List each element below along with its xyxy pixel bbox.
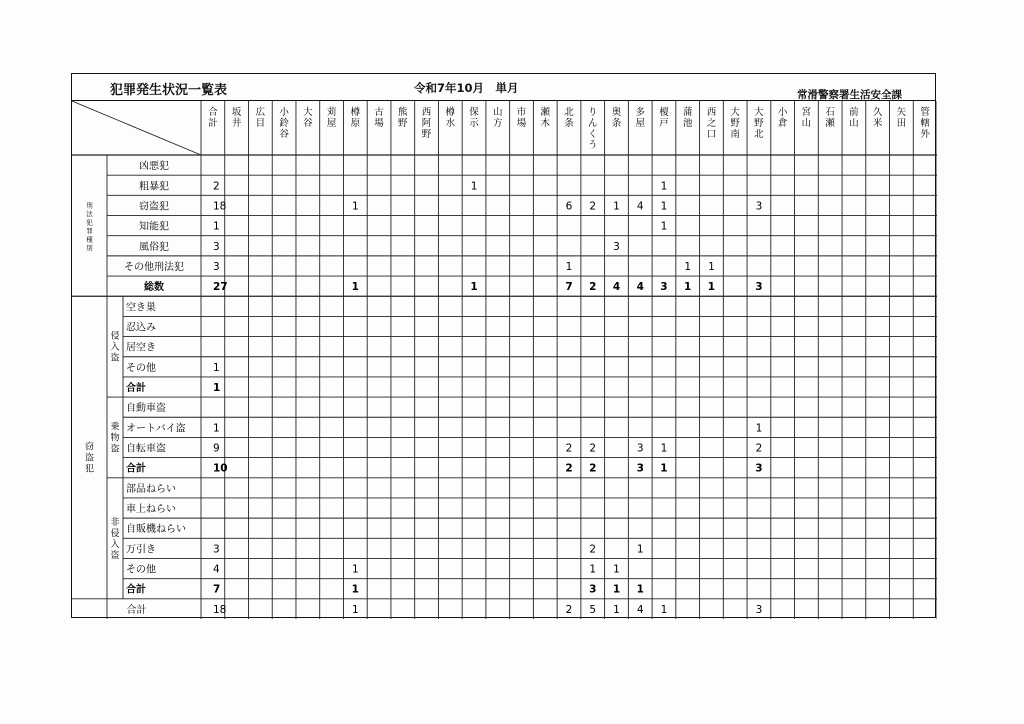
row-label-15: 自転車盗 [126, 443, 166, 455]
column-header-30: 矢田 [896, 107, 907, 129]
cell-r14-c24: 1 [755, 422, 763, 435]
cell-r15-c19: 3 [636, 442, 644, 455]
column-header-8: 古場 [374, 107, 384, 129]
cell-r15-c1: 9 [213, 442, 220, 455]
cell-r2-c12: 1 [470, 180, 478, 193]
cell-r22-c7: 1 [351, 583, 359, 596]
cell-r16-c24: 3 [755, 462, 763, 475]
cell-r7-c21: 1 [684, 281, 692, 294]
row-label-20: 万引き [126, 544, 156, 556]
row-label-12: 合計 [126, 383, 146, 394]
column-header-10: 西阿野 [421, 107, 432, 140]
cell-r23-c17: 5 [589, 603, 597, 616]
group-label-1: 刑法犯罪種別 [86, 201, 93, 252]
cell-r23-c18: 1 [613, 603, 620, 616]
column-header-25: 小倉 [777, 107, 788, 129]
cell-r6-c16: 1 [565, 260, 573, 273]
cell-r6-c22: 1 [708, 260, 715, 273]
cell-r3-c17: 2 [589, 200, 597, 213]
column-header-5: 大谷 [303, 107, 313, 129]
header-diagonal [72, 101, 201, 155]
cell-r22-c17: 3 [589, 583, 597, 596]
column-header-6: 苅屋 [326, 107, 337, 129]
cell-r23-c19: 4 [636, 603, 644, 616]
row-label-13: 自動車盗 [126, 403, 166, 415]
column-header-26: 宮山 [801, 107, 812, 129]
column-header-2: 坂井 [231, 107, 242, 129]
column-header-29: 久米 [872, 107, 883, 129]
cell-r7-c22: 1 [707, 281, 716, 294]
cell-r21-c17: 1 [589, 563, 597, 576]
column-header-20: 榎戸 [659, 107, 669, 129]
cell-r7-c7: 1 [351, 281, 359, 294]
column-header-28: 前山 [849, 107, 859, 129]
cell-r20-c17: 2 [589, 543, 597, 556]
cell-r3-c20: 1 [660, 200, 668, 213]
cell-r2-c20: 1 [660, 180, 668, 193]
row-label-1: 凶悪犯 [139, 161, 169, 173]
cell-r16-c17: 2 [589, 462, 597, 475]
subgroup-label-2: 乗物盗 [110, 422, 120, 455]
cell-r15-c17: 2 [589, 442, 597, 455]
column-header-27: 石瀬 [825, 107, 835, 129]
cell-r15-c24: 2 [755, 442, 763, 455]
column-header-11: 樽水 [445, 107, 456, 129]
column-header-23: 大野南 [730, 107, 740, 140]
column-header-3: 広目 [255, 107, 266, 129]
cell-r23-c16: 2 [565, 603, 573, 616]
cell-r16-c20: 1 [660, 462, 668, 475]
row-label-19: 自販機ねらい [126, 524, 186, 536]
cell-r6-c1: 3 [213, 260, 220, 273]
cell-r23-c1: 18 [213, 603, 227, 616]
cell-r7-c1: 27 [213, 281, 228, 294]
cell-r16-c16: 2 [565, 462, 573, 475]
cell-r15-c20: 1 [660, 442, 668, 455]
cell-r7-c16: 7 [565, 281, 573, 294]
cell-r22-c1: 7 [213, 583, 221, 596]
column-header-15: 瀬木 [540, 107, 551, 129]
subgroup-label-3: 非侵入盗 [110, 517, 120, 561]
column-header-17: りんくう [587, 107, 598, 151]
row-label-17: 部品ねらい [126, 483, 176, 495]
row-label-21: その他 [126, 564, 156, 576]
subgroup-label-1: 侵入盗 [110, 331, 120, 364]
column-header-14: 市場 [516, 107, 527, 129]
row-label-14: オートバイ盗 [126, 423, 186, 435]
cell-r22-c18: 1 [612, 583, 621, 596]
cell-r7-c18: 4 [612, 281, 621, 294]
column-header-18: 奥条 [611, 107, 622, 129]
column-header-21: 蒲池 [682, 107, 693, 129]
column-header-19: 多屋 [635, 107, 645, 129]
column-header-31: 管轄外 [920, 107, 930, 140]
cell-r23-c7: 1 [351, 603, 359, 616]
row-label-10: 居空き [126, 342, 156, 354]
row-label-23: 合計 [126, 604, 147, 616]
cell-r22-c19: 1 [636, 583, 644, 596]
row-label-18: 車上ねらい [126, 504, 176, 516]
row-label-7: 総数 [144, 282, 164, 294]
cell-r23-c20: 1 [660, 603, 668, 616]
column-header-16: 北条 [564, 107, 574, 129]
column-header-13: 山方 [493, 107, 503, 129]
cell-r16-c1: 10 [213, 462, 228, 475]
cell-r4-c1: 1 [213, 220, 220, 233]
row-label-9: 忍込み [126, 322, 156, 334]
column-header-4: 小鈴谷 [279, 107, 289, 140]
column-header-22: 西之口 [706, 107, 717, 140]
row-label-22: 合計 [126, 584, 146, 596]
cell-r4-c20: 1 [660, 220, 668, 233]
cell-r2-c1: 2 [213, 180, 220, 193]
document-title: 犯罪発生状況一覧表 [110, 83, 228, 98]
cell-r21-c7: 1 [351, 563, 359, 576]
cell-r3-c1: 18 [213, 200, 227, 213]
cell-r3-c16: 6 [565, 200, 573, 213]
cell-r3-c19: 4 [636, 200, 644, 213]
cell-r7-c24: 3 [755, 281, 763, 294]
cell-r5-c1: 3 [213, 240, 220, 253]
cell-r7-c20: 3 [660, 281, 668, 294]
cell-r23-c24: 3 [755, 603, 763, 616]
cell-r16-c19: 3 [636, 462, 644, 475]
cell-r20-c1: 3 [213, 543, 220, 556]
group-label-2: 窃盗犯 [84, 442, 95, 475]
cell-r11-c1: 1 [213, 361, 220, 374]
cell-r20-c19: 1 [636, 543, 644, 556]
row-label-8: 空き巣 [126, 302, 156, 314]
row-label-16: 合計 [126, 463, 146, 475]
cell-r3-c18: 1 [613, 200, 620, 213]
column-header-12: 保示 [469, 107, 479, 129]
cell-r5-c18: 3 [613, 240, 620, 253]
cell-r21-c18: 1 [613, 563, 620, 576]
column-header-1: 合計 [208, 107, 218, 129]
cell-r7-c12: 1 [470, 281, 478, 294]
cell-r21-c1: 4 [213, 563, 220, 576]
issuing-department: 常滑警察署生活安全課 [797, 89, 902, 101]
report-period: 令和7年10月 単月 [414, 81, 519, 95]
cell-r3-c7: 1 [351, 200, 359, 213]
row-label-11: その他 [126, 362, 156, 374]
cell-r15-c16: 2 [565, 442, 573, 455]
cell-r3-c24: 3 [755, 200, 763, 213]
cell-r7-c19: 4 [636, 281, 644, 294]
column-header-9: 熊野 [398, 107, 408, 129]
cell-r12-c1: 1 [213, 382, 221, 394]
row-label-4: 知能犯 [139, 221, 169, 233]
crime-statistics-sheet [71, 73, 936, 618]
row-label-3: 窃盗犯 [139, 201, 169, 213]
statistics-table [72, 74, 937, 619]
cell-r14-c1: 1 [213, 422, 220, 435]
cell-r7-c17: 2 [589, 281, 597, 294]
column-header-24: 大野北 [754, 107, 764, 140]
row-label-5: 風俗犯 [139, 241, 169, 253]
row-label-2: 粗暴犯 [139, 181, 169, 193]
cell-r6-c21: 1 [684, 260, 692, 273]
row-label-6: その他刑法犯 [124, 261, 184, 273]
column-header-7: 樽原 [350, 107, 361, 129]
